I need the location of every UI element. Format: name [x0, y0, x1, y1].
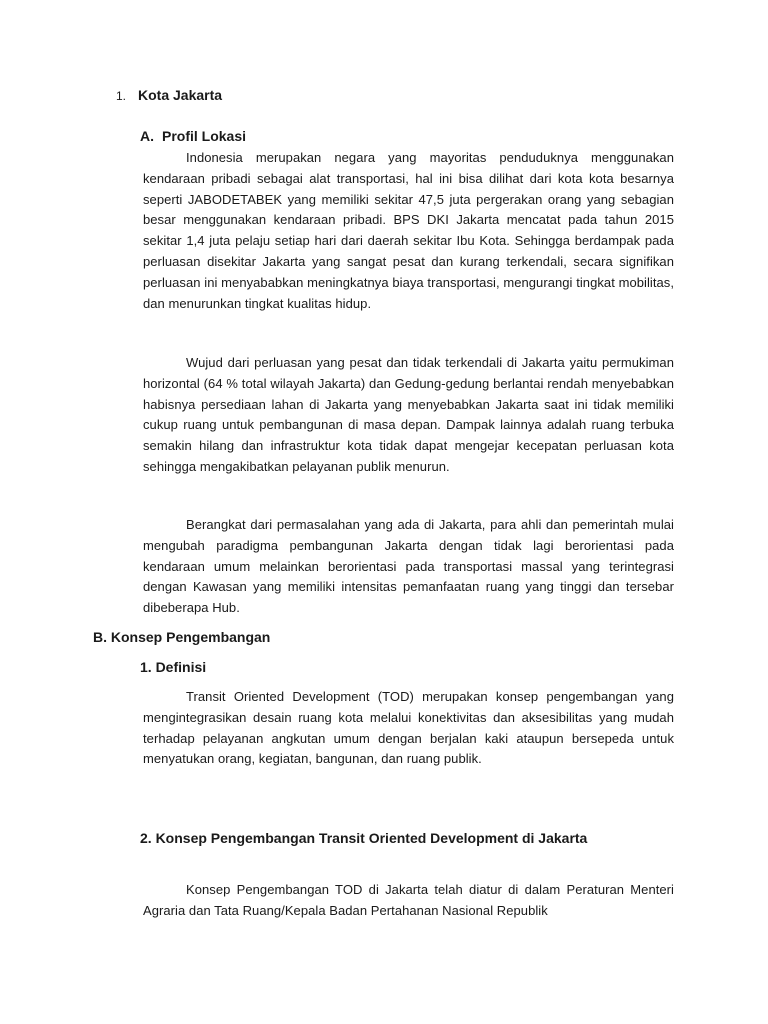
paragraph-profil-2: Wujud dari perluasan yang pesat dan tidak terkendali di Jakarta yaitu permukiman horizontal (64 % total wilayah Jakarta) dan Gedung-gedung berlantai rendah menyebabkan habisnya persediaan lahan di Jakarta yang menyebabkan Jakarta saat ini tidak memiliki cukup ruang untuk pembangunan di masa depan. Dampak lainnya adalah ruang terbuka semakin hilang dan infrastruktur kota tidak dapat mengejar kecepatan perluasan kota sehingga mengakibatkan pelayanan publik menurun.: [143, 355, 674, 474]
section-heading-kota-jakarta: [116, 87, 222, 103]
paragraph-profil-1: Indonesia merupakan negara yang mayoritas penduduknya menggunakan kendaraan pribadi sebagai alat transportasi, hal ini bisa dilihat dari kota kota besarnya seperti JABODETABEK yang memiliki sekitar 47,5 juta pergerakan orang yang sebagian besar menggunakan kendaraan pribadi. BPS DKI Jakarta mencatat pada tahun 2015 sekitar 1,4 juta pelaju setiap hari dari daerah sekitar Ibu Kota. Sehingga berdampak pada perluasan disekitar Jakarta yang sangat pesat dan kurang terkendali, secara signifikan perluasan ini menyababkan meningkatnya biaya transportasi, mengurangi tingkat mobilitas, dan menurunkan tingkat kualitas hidup.: [143, 150, 674, 311]
paragraph-profil-3: Berangkat dari permasalahan yang ada di Jakarta, para ahli dan pemerintah mulai mengubah paradigma pembangunan Jakarta dengan tidak lagi berorientasi pada kendaraan umum melainkan berorientasi pada transportasi massal yang terintegrasi dengan Kawasan yang memiliki intensitas pemanfaatan ruang yang tinggi dan tersebar dibeberapa Hub.: [143, 517, 674, 616]
section-number: 1.: [116, 89, 127, 103]
subsection-heading-konsep-tod: 2. Konsep Pengembangan Transit Oriented Development di Jakarta: [140, 830, 588, 846]
section-heading-konsep-pengembangan: B. Konsep Pengembangan: [93, 629, 271, 645]
paragraph-definisi: Transit Oriented Development (TOD) merupakan konsep pengembangan yang mengintegrasikan desain ruang kota melalui konektivitas dan aksesibilitas yang mudah terhadap pelayanan angkutan umum dengan berjalan kaki ataupun bersepeda untuk menyatukan orang, kegiatan, bangunan, dan ruang publik.: [143, 689, 674, 767]
subsection-letter: A.: [140, 128, 154, 144]
section-title: Kota Jakarta: [138, 87, 223, 103]
subsection-heading-definisi: 1. Definisi: [140, 659, 207, 675]
paragraph-konsep-tod: Konsep Pengembangan TOD di Jakarta telah diatur di dalam Peraturan Menteri Agraria dan Tata Ruang/Kepala Badan Pertahanan Nasional Republik: [143, 882, 674, 918]
subsection-title: Profil Lokasi: [162, 128, 247, 144]
subsection-heading-profil-lokasi: [140, 128, 246, 144]
